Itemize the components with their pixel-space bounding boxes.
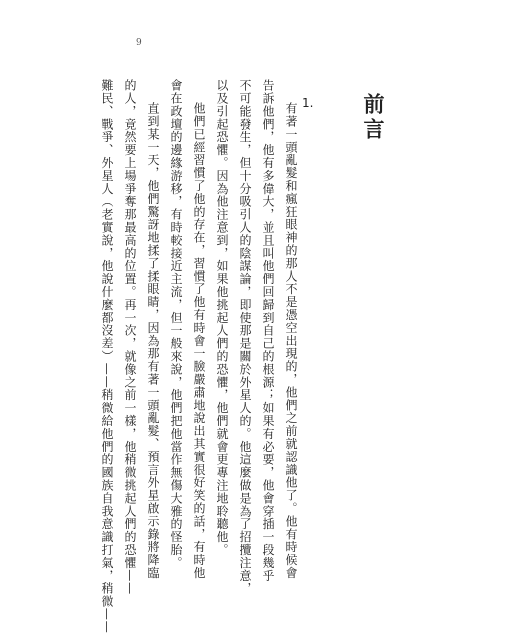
- chapter-title: 前言: [361, 93, 386, 143]
- text-column: 難民、戰爭、外星人（老實說，他說什麼都沒差）——稍微給他們的國族自我意識打氣，稍微——: [100, 79, 114, 634]
- text-column: 的人，竟然要上場爭奪那最高的位置。再一次，就像之前一樣，他稍微挑起人們的恐懼——: [123, 79, 137, 595]
- page-number: 9: [136, 38, 142, 48]
- text-column: 不可能發生，但十分吸引人的陰謀論，即使那是關於外星人的。他這麼做是為了招攬注意，: [238, 79, 252, 595]
- text-column: 以及引起恐懼。因為他注意到，如果他挑起人們的恐懼，他們就會更專注地聆聽他。: [215, 79, 229, 557]
- text-column: 他們已經習慣了他的存在，習慣了他有時會一臉嚴肅地說出其實很好笑的話，有時他: [192, 102, 206, 580]
- text-column: 有著一頭亂髮和瘋狂眼神的那人不是憑空出現的，他們之前就認識他了。他有時候會: [284, 102, 298, 580]
- text-column: 告訴他們，他有多偉大，並且叫他們回歸到自己的根源；如果有必要，他會穿插一段幾乎: [261, 79, 275, 583]
- section-number: 1.: [302, 96, 314, 110]
- text-column: 會在政壇的邊緣游移，有時較接近主流，但一般來說，他們把他當作無傷大雅的怪胎。: [169, 79, 183, 570]
- text-column: 直到某一天，他們驚訝地揉了揉眼睛，因為那有著一頭亂髮、預言外星啟示錄將降臨: [146, 102, 160, 580]
